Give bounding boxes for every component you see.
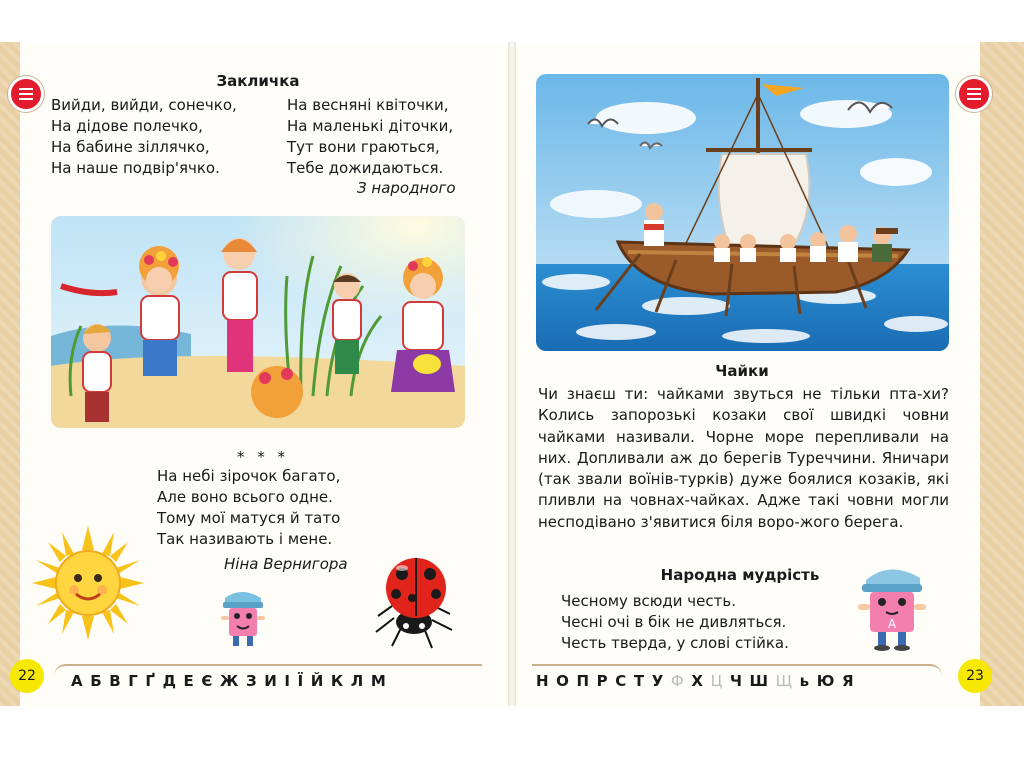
alphabet-letter: Ф [670, 672, 684, 690]
alphabet-letter: П [576, 672, 590, 690]
alphabet-letter: В [109, 672, 121, 690]
reading-icon-left [8, 76, 44, 112]
verse-line: Вийди, вийди, сонечко, [51, 96, 237, 114]
alphabet-letter: К [330, 672, 344, 690]
alphabet-letter: Н [536, 672, 549, 690]
poem-2-author: Ніна Вернигора [224, 555, 348, 573]
poem-column-2 [287, 95, 453, 179]
alphabet-letter: Й [310, 672, 324, 690]
verse-line: Тут вони граються, [287, 138, 440, 156]
wisdom-title: Народна мудрість [660, 566, 820, 584]
wisdom-lines [561, 591, 789, 654]
alphabet-letter: А [71, 672, 83, 690]
verse-line: На наше подвір'ячко. [51, 159, 220, 177]
alphabet-letter: Х [691, 672, 703, 690]
page-border-left [0, 42, 20, 706]
alphabet-letter: Ц [710, 672, 723, 690]
alphabet-letter: У [651, 672, 664, 690]
poem-column-1 [51, 95, 237, 179]
alphabet-letter: Ю [816, 672, 835, 690]
alphabet-letter: Ґ [145, 672, 155, 690]
alphabet-letter: М [370, 672, 386, 690]
alphabet-letter: ь [799, 672, 810, 690]
book-character-right [856, 564, 930, 652]
svg-text:A: A [887, 617, 897, 631]
book-gutter [508, 42, 516, 706]
proverb-line: Чесні очі в бік не дивляться. [561, 613, 787, 631]
page-number-right: 23 [958, 659, 992, 693]
alphabet-letter: Б [90, 672, 102, 690]
alphabet-letter: Д [162, 672, 176, 690]
verse-line: Так називають і мене. [157, 530, 333, 548]
poem-author: З народного [357, 179, 456, 197]
alphabet-letter: Ч [729, 672, 742, 690]
children-picture [51, 216, 465, 428]
verse-line: Але воно всього одне. [157, 488, 333, 506]
alphabet-strip-right [536, 672, 861, 690]
alphabet-letter: Я [841, 672, 854, 690]
alphabet-letter: Є [201, 672, 213, 690]
alphabet-letter: Л [350, 672, 364, 690]
boat-illustration [536, 74, 949, 351]
alphabet-letter: Е [183, 672, 194, 690]
proverb-line: Честь тверда, у слові стійка. [561, 634, 789, 652]
alphabet-strip-left [71, 672, 393, 690]
poem-2 [157, 466, 340, 550]
verse-line: На бабине зіллячко, [51, 138, 210, 156]
alphabet-letter: О [556, 672, 569, 690]
children-illustration [51, 216, 465, 428]
page-number-left: 22 [10, 659, 44, 693]
alphabet-letter: И [264, 672, 277, 690]
story-text: Чи знаєш ти: чайками звуться не тільки пта-хи? Колись запорозькі козаки свої швидкі човни чайками називали. Чорне море перепливали на них. Допливали аж до берегів Туреччини. Яничари (так звали воїнів-турків) дуже боялися козаків, які пливли на човнах-чайках. Адже такі човни могли несподівано з'явитися біля воро-жого берега. [538, 385, 949, 531]
alphabet-letter: Р [596, 672, 608, 690]
alphabet-letter: І [284, 672, 290, 690]
verse-line: Тому мої матуся й тато [157, 509, 341, 527]
page-border-right [980, 42, 1024, 706]
ladybug-illustration [372, 554, 456, 650]
book-character-left [217, 588, 269, 650]
alphabet-letter: С [615, 672, 627, 690]
reading-icon-right [956, 76, 992, 112]
alphabet-letter: Г [128, 672, 138, 690]
boat-picture [536, 74, 949, 351]
alphabet-letter: Ї [297, 672, 304, 690]
verse-line: На весняні квіточки, [287, 96, 449, 114]
alphabet-letter: Ш [749, 672, 769, 690]
proverb-line: Чесному всюди честь. [561, 592, 736, 610]
separator: * * * [237, 448, 290, 466]
verse-line: На небі зірочок багато, [157, 467, 341, 485]
alphabet-letter: З [245, 672, 257, 690]
verse-line: На маленькі діточки, [287, 117, 454, 135]
alphabet-letter: Ж [219, 672, 239, 690]
alphabet-letter: Щ [775, 672, 793, 690]
poem-title: Закличка [216, 72, 300, 90]
alphabet-letter: Т [633, 672, 645, 690]
verse-line: На дідове полечко, [51, 117, 203, 135]
story-title: Чайки [715, 362, 769, 380]
verse-line: Тебе дожидаються. [287, 159, 444, 177]
sun-illustration [30, 524, 146, 642]
